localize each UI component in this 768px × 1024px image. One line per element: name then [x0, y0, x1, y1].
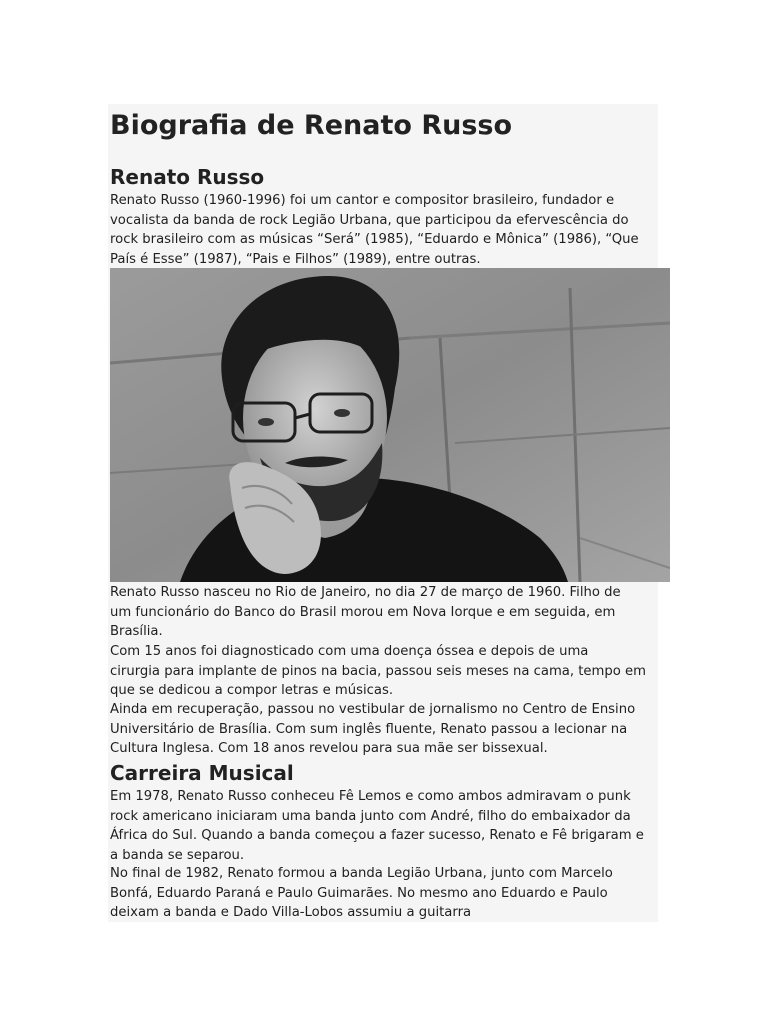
text-line: Ainda em recuperação, passou no vestibular de jornalismo no Centro de Ensino — [110, 702, 636, 717]
career-paragraph-2 — [110, 864, 613, 923]
career-paragraph-1 — [110, 787, 644, 865]
text-line: Bonfá, Eduardo Paraná e Paulo Guimarães. No mesmo ano Eduardo e Paulo — [110, 885, 608, 901]
text-line: que se dedicou a compor letras e músicas. — [110, 683, 394, 698]
text-line: Em 1978, Renato Russo conheceu Fê Lemos e como ambos admiravam o punk — [110, 789, 631, 804]
text-line: deixam a banda e Dado Villa-Lobos assumiu a guitarra — [110, 905, 472, 920]
text-line: No final de 1982, Renato formou a banda Legião Urbana, junto com Marcelo — [110, 866, 613, 881]
text-line: vocalista da banda de rock Legião Urbana, que participou da efervescência do — [110, 212, 629, 228]
text-line: Brasília. — [110, 624, 163, 639]
text-line: Universitário de Brasília. Com sum inglês fluente, Renato passou a lecionar na — [110, 721, 628, 737]
document-title: Biografia de Renato Russo — [110, 110, 513, 141]
education-paragraph — [110, 700, 635, 759]
section-heading-carreira-musical: Carreira Musical — [110, 761, 294, 785]
text-line: rock brasileiro com as músicas “Será” (1985), “Eduardo e Mônica” (1986), “Que — [110, 232, 639, 247]
text-line: Renato Russo nasceu no Rio de Janeiro, no dia 27 de março de 1960. Filho de — [110, 585, 621, 600]
text-line: um funcionário do Banco do Brasil morou em Nova Iorque e em seguida, em — [110, 604, 616, 620]
text-line: a banda se separou. — [110, 847, 245, 863]
text-line: País é Esse” (1987), “Pais e Filhos” (1989), entre outras. — [110, 251, 481, 267]
birth-paragraph — [110, 583, 621, 642]
text-line: Renato Russo (1960-1996) foi um cantor e compositor brasileiro, fundador e — [110, 193, 615, 208]
text-line: África do Sul. Quando a banda começou a fazer sucesso, Renato e Fê brigaram e — [110, 828, 644, 843]
illness-paragraph — [110, 642, 646, 701]
section-heading-renato-russo: Renato Russo — [110, 165, 265, 189]
intro-paragraph — [110, 191, 639, 269]
text-line: Com 15 anos foi diagnosticado com uma doença óssea e depois de uma — [110, 644, 589, 659]
text-line: cirurgia para implante de pinos na bacia, passou seis meses na cama, tempo em — [110, 663, 646, 679]
text-line: rock americano iniciaram uma banda junto com André, filho do embaixador da — [110, 808, 631, 824]
portrait-photo — [110, 268, 670, 582]
text-line: Cultura Inglesa. Com 18 anos revelou para sua mãe ser bissexual. — [110, 741, 548, 756]
